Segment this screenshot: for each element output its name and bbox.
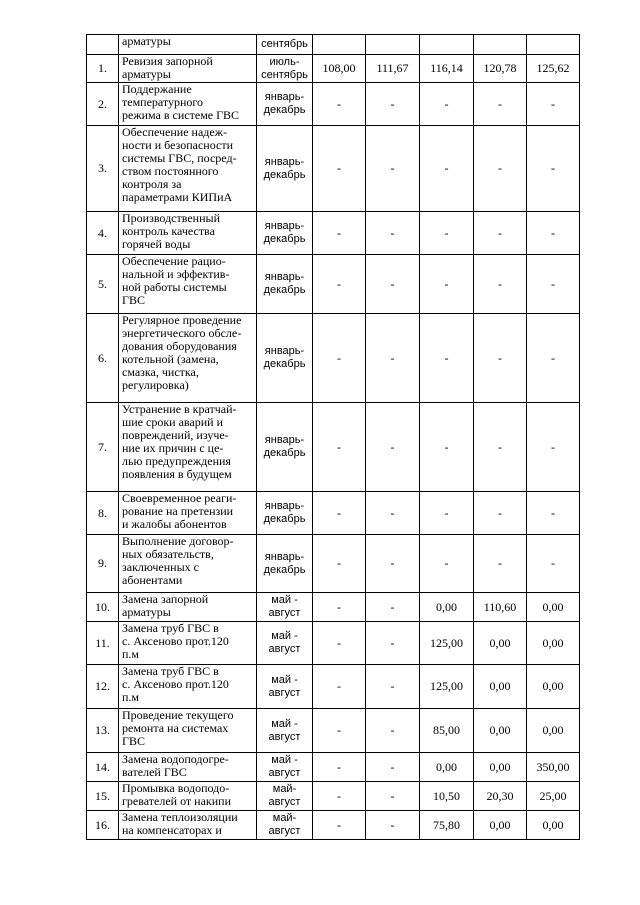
year-value-3: - [420, 255, 474, 314]
table-row [87, 55, 580, 83]
work-description: Замена труб ГВС в с. Аксеново прот.120 п.м [119, 622, 257, 665]
year-value-1: - [313, 709, 366, 753]
year-value-2: - [366, 255, 420, 314]
year-value-3: 116,14 [420, 55, 474, 83]
year-value-2: - [366, 212, 420, 255]
year-value-5: - [527, 212, 580, 255]
year-value-3: - [420, 314, 474, 403]
works-table [86, 34, 580, 840]
year-value-1: - [313, 811, 366, 840]
year-value-5: - [527, 83, 580, 126]
year-value-2: - [366, 782, 420, 811]
year-value-3: 85,00 [420, 709, 474, 753]
year-value-2: - [366, 83, 420, 126]
year-value-4: - [474, 83, 527, 126]
year-value-5: - [527, 126, 580, 212]
work-period: сентябрь [257, 35, 313, 55]
year-value-2: 111,67 [366, 55, 420, 83]
year-value-4: - [474, 255, 527, 314]
year-value-1: - [313, 126, 366, 212]
row-number: 8. [87, 492, 119, 535]
row-number: 14. [87, 753, 119, 782]
work-period: май - август [257, 593, 313, 622]
work-period: май - август [257, 709, 313, 753]
year-value-1: - [313, 492, 366, 535]
year-value-4: 0,00 [474, 753, 527, 782]
year-value-4: 0,00 [474, 709, 527, 753]
year-value-1: 108,00 [313, 55, 366, 83]
work-period: май- август [257, 782, 313, 811]
table-row [87, 126, 580, 212]
year-value-1: - [313, 753, 366, 782]
work-period: январь- декабрь [257, 126, 313, 212]
row-number: 9. [87, 535, 119, 593]
table-row [87, 665, 580, 709]
work-period: май- август [257, 811, 313, 840]
row-number: 1. [87, 55, 119, 83]
year-value-3: - [420, 403, 474, 492]
year-value-3: 125,00 [420, 622, 474, 665]
work-description: Регулярное проведение энергетического обсле- дования оборудования котельной (замена, смазка, чистка, регулировка) [119, 314, 257, 403]
row-number: 15. [87, 782, 119, 811]
year-value-3: 75,80 [420, 811, 474, 840]
work-description: Проведение текущего ремонта на системах ГВС [119, 709, 257, 753]
work-description: Замена труб ГВС в с. Аксеново прот.120 п.м [119, 665, 257, 709]
year-value-1: - [313, 314, 366, 403]
work-description: Поддержание температурного режима в системе ГВС [119, 83, 257, 126]
work-description: арматуры [119, 35, 257, 55]
work-period: январь- декабрь [257, 535, 313, 593]
row-number: 3. [87, 126, 119, 212]
year-value-4 [474, 35, 527, 55]
year-value-2: - [366, 126, 420, 212]
table-row [87, 212, 580, 255]
work-description: Производственный контроль качества горячей воды [119, 212, 257, 255]
year-value-5: 350,00 [527, 753, 580, 782]
work-period: январь- декабрь [257, 314, 313, 403]
row-number: 13. [87, 709, 119, 753]
row-number: 10. [87, 593, 119, 622]
table-row [87, 35, 580, 55]
work-period: январь- декабрь [257, 492, 313, 535]
year-value-5: 0,00 [527, 665, 580, 709]
year-value-4: 110,60 [474, 593, 527, 622]
year-value-2: - [366, 492, 420, 535]
year-value-3: 0,00 [420, 753, 474, 782]
table-row [87, 535, 580, 593]
year-value-2: - [366, 811, 420, 840]
table-row [87, 753, 580, 782]
year-value-4: 0,00 [474, 665, 527, 709]
year-value-4: 0,00 [474, 622, 527, 665]
work-period: май - август [257, 622, 313, 665]
year-value-5: 0,00 [527, 593, 580, 622]
year-value-4: - [474, 126, 527, 212]
work-period: январь- декабрь [257, 255, 313, 314]
year-value-2: - [366, 665, 420, 709]
work-description: Промывка водоподо- гревателей от накипи [119, 782, 257, 811]
work-description: Устранение в кратчай- шие сроки аварий и повреждений, изуче- ние их причин с це- лью предупреждения появления в будущем [119, 403, 257, 492]
year-value-5: - [527, 535, 580, 593]
table-row [87, 314, 580, 403]
year-value-5 [527, 35, 580, 55]
work-description: Обеспечение рацио- нальной и эффектив- ной работы системы ГВС [119, 255, 257, 314]
year-value-3: - [420, 535, 474, 593]
year-value-5: - [527, 314, 580, 403]
work-period: июль- сентябрь [257, 55, 313, 83]
work-description: Замена водоподогре- вателей ГВС [119, 753, 257, 782]
table-row [87, 403, 580, 492]
table-row [87, 709, 580, 753]
work-description: Своевременное реаги- рование на претензии и жалобы абонентов [119, 492, 257, 535]
year-value-4: - [474, 535, 527, 593]
work-description: Обеспечение надеж- ности и безопасности системы ГВС, посред- ством постоянного контроля за параметрами КИПиА [119, 126, 257, 212]
work-description: Замена запорной арматуры [119, 593, 257, 622]
year-value-1: - [313, 782, 366, 811]
table-row [87, 593, 580, 622]
year-value-4: 0,00 [474, 811, 527, 840]
work-period: май - август [257, 753, 313, 782]
table-row [87, 492, 580, 535]
work-period: январь- декабрь [257, 83, 313, 126]
year-value-5: - [527, 255, 580, 314]
year-value-1: - [313, 403, 366, 492]
year-value-1: - [313, 255, 366, 314]
year-value-5: - [527, 403, 580, 492]
year-value-5: 0,00 [527, 811, 580, 840]
year-value-2 [366, 35, 420, 55]
work-period: январь- декабрь [257, 212, 313, 255]
year-value-2: - [366, 622, 420, 665]
row-number: 2. [87, 83, 119, 126]
year-value-5: 125,62 [527, 55, 580, 83]
year-value-1: - [313, 83, 366, 126]
table-row [87, 622, 580, 665]
table-row [87, 811, 580, 840]
year-value-1: - [313, 535, 366, 593]
year-value-1: - [313, 593, 366, 622]
work-description: Выполнение договор- ных обязательств, заключенных с абонентами [119, 535, 257, 593]
year-value-1: - [313, 622, 366, 665]
year-value-3: 0,00 [420, 593, 474, 622]
row-number [87, 35, 119, 55]
year-value-2: - [366, 535, 420, 593]
row-number: 12. [87, 665, 119, 709]
year-value-3: 10,50 [420, 782, 474, 811]
table-row [87, 782, 580, 811]
year-value-4: - [474, 492, 527, 535]
year-value-2: - [366, 709, 420, 753]
row-number: 16. [87, 811, 119, 840]
work-period: май - август [257, 665, 313, 709]
year-value-4: 120,78 [474, 55, 527, 83]
year-value-2: - [366, 314, 420, 403]
year-value-1: - [313, 212, 366, 255]
year-value-3 [420, 35, 474, 55]
year-value-4: - [474, 212, 527, 255]
work-period: январь- декабрь [257, 403, 313, 492]
row-number: 11. [87, 622, 119, 665]
year-value-5: 0,00 [527, 709, 580, 753]
row-number: 6. [87, 314, 119, 403]
year-value-5: 25,00 [527, 782, 580, 811]
year-value-4: - [474, 314, 527, 403]
row-number: 7. [87, 403, 119, 492]
row-number: 4. [87, 212, 119, 255]
table-row [87, 83, 580, 126]
year-value-3: 125,00 [420, 665, 474, 709]
year-value-4: - [474, 403, 527, 492]
work-description: Ревизия запорной арматуры [119, 55, 257, 83]
year-value-1: - [313, 665, 366, 709]
row-number: 5. [87, 255, 119, 314]
year-value-3: - [420, 492, 474, 535]
year-value-5: - [527, 492, 580, 535]
year-value-3: - [420, 126, 474, 212]
year-value-4: 20,30 [474, 782, 527, 811]
year-value-2: - [366, 753, 420, 782]
year-value-5: 0,00 [527, 622, 580, 665]
table-row [87, 255, 580, 314]
year-value-2: - [366, 593, 420, 622]
year-value-3: - [420, 212, 474, 255]
work-description: Замена теплоизоляции на компенсаторах и [119, 811, 257, 840]
year-value-1 [313, 35, 366, 55]
year-value-3: - [420, 83, 474, 126]
year-value-2: - [366, 403, 420, 492]
